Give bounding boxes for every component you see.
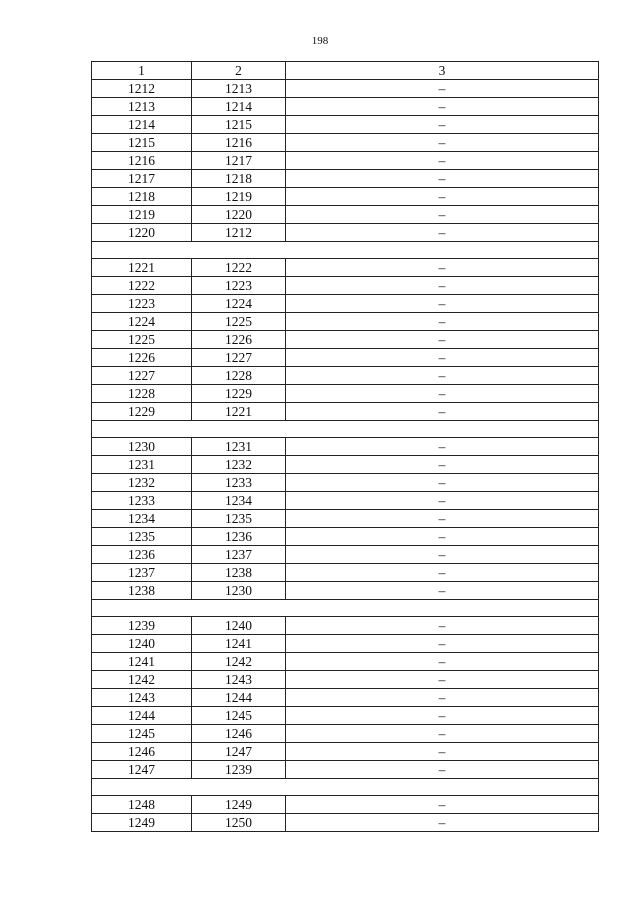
table-row: [92, 206, 599, 224]
table-cell-col-3: –: [286, 224, 599, 242]
table-cell-col-1: 1229: [92, 403, 192, 421]
table-cell-col-3: –: [286, 367, 599, 385]
table-cell-col-2: 1249: [192, 796, 286, 814]
table-cell-col-2: 1244: [192, 689, 286, 707]
table-cell-col-2: 1245: [192, 707, 286, 725]
separator-cell: [92, 600, 599, 617]
header-cell-3: 3: [286, 62, 599, 80]
table-cell-col-3: –: [286, 277, 599, 295]
table-cell-col-3: –: [286, 456, 599, 474]
table-cell-col-2: 1228: [192, 367, 286, 385]
table-cell-col-2: 1230: [192, 582, 286, 600]
table-cell-col-1: 1218: [92, 188, 192, 206]
table-cell-col-3: –: [286, 188, 599, 206]
table-row: [92, 331, 599, 349]
table-cell-col-1: 1232: [92, 474, 192, 492]
table-cell-col-1: 1238: [92, 582, 192, 600]
table-cell-col-2: 1222: [192, 259, 286, 277]
table-cell-col-1: 1225: [92, 331, 192, 349]
table-cell-col-2: 1233: [192, 474, 286, 492]
table-cell-col-3: –: [286, 170, 599, 188]
table-cell-col-1: 1241: [92, 653, 192, 671]
table-cell-col-3: –: [286, 313, 599, 331]
separator-cell: [92, 242, 599, 259]
table-row: [92, 617, 599, 635]
table-cell-col-1: 1215: [92, 134, 192, 152]
table-cell-col-3: –: [286, 98, 599, 116]
table-cell-col-2: 1216: [192, 134, 286, 152]
group-separator-row: [92, 421, 599, 438]
table-cell-col-3: –: [286, 510, 599, 528]
table-cell-col-3: –: [286, 152, 599, 170]
table-cell-col-1: 1216: [92, 152, 192, 170]
data-table: [91, 61, 599, 832]
table-row: [92, 170, 599, 188]
table-cell-col-1: 1227: [92, 367, 192, 385]
table-cell-col-2: 1242: [192, 653, 286, 671]
table-cell-col-1: 1223: [92, 295, 192, 313]
table-row: [92, 546, 599, 564]
table-row: [92, 349, 599, 367]
table-row: [92, 689, 599, 707]
table-cell-col-1: 1231: [92, 456, 192, 474]
table-row: [92, 707, 599, 725]
table-cell-col-1: 1226: [92, 349, 192, 367]
table-cell-col-1: 1244: [92, 707, 192, 725]
table-cell-col-2: 1238: [192, 564, 286, 582]
table-cell-col-3: –: [286, 385, 599, 403]
table-cell-col-2: 1215: [192, 116, 286, 134]
table-cell-col-2: 1239: [192, 761, 286, 779]
table-cell-col-2: 1236: [192, 528, 286, 546]
table-row: [92, 743, 599, 761]
table-cell-col-1: 1220: [92, 224, 192, 242]
table-cell-col-3: –: [286, 492, 599, 510]
table-row: [92, 259, 599, 277]
table-row: [92, 582, 599, 600]
table-row: [92, 564, 599, 582]
group-separator-row: [92, 779, 599, 796]
table-row: [92, 671, 599, 689]
table-cell-col-2: 1212: [192, 224, 286, 242]
table-cell-col-3: –: [286, 617, 599, 635]
table-row: [92, 796, 599, 814]
table-cell-col-2: 1243: [192, 671, 286, 689]
table-cell-col-1: 1247: [92, 761, 192, 779]
table-cell-col-1: 1246: [92, 743, 192, 761]
table-cell-col-1: 1248: [92, 796, 192, 814]
table-cell-col-1: 1249: [92, 814, 192, 832]
table-row: [92, 528, 599, 546]
table-row: [92, 814, 599, 832]
table-cell-col-2: 1214: [192, 98, 286, 116]
table-cell-col-3: –: [286, 582, 599, 600]
table-cell-col-3: –: [286, 295, 599, 313]
table-cell-col-3: –: [286, 707, 599, 725]
table-cell-col-1: 1224: [92, 313, 192, 331]
table-cell-col-1: 1239: [92, 617, 192, 635]
table-cell-col-2: 1224: [192, 295, 286, 313]
table-row: [92, 295, 599, 313]
table-cell-col-2: 1247: [192, 743, 286, 761]
table-cell-col-1: 1214: [92, 116, 192, 134]
table-row: [92, 98, 599, 116]
table-cell-col-3: –: [286, 438, 599, 456]
table-cell-col-3: –: [286, 814, 599, 832]
table-cell-col-2: 1226: [192, 331, 286, 349]
header-row: [92, 62, 599, 80]
table-cell-col-1: 1213: [92, 98, 192, 116]
table-row: [92, 367, 599, 385]
group-separator-row: [92, 600, 599, 617]
table-cell-col-1: 1222: [92, 277, 192, 295]
table-cell-col-3: –: [286, 349, 599, 367]
table-cell-col-3: –: [286, 403, 599, 421]
table-cell-col-1: 1219: [92, 206, 192, 224]
separator-cell: [92, 421, 599, 438]
table-cell-col-2: 1231: [192, 438, 286, 456]
table-cell-col-3: –: [286, 474, 599, 492]
table-body: [92, 62, 599, 832]
table-cell-col-2: 1246: [192, 725, 286, 743]
table-row: [92, 510, 599, 528]
table-cell-col-2: 1221: [192, 403, 286, 421]
table-cell-col-2: 1237: [192, 546, 286, 564]
table-cell-col-2: 1232: [192, 456, 286, 474]
page-number: 198: [311, 35, 329, 47]
table-row: [92, 188, 599, 206]
table-row: [92, 403, 599, 421]
table-cell-col-3: –: [286, 743, 599, 761]
separator-cell: [92, 779, 599, 796]
table-cell-col-1: 1228: [92, 385, 192, 403]
table-cell-col-1: 1233: [92, 492, 192, 510]
table-row: [92, 385, 599, 403]
table-cell-col-3: –: [286, 331, 599, 349]
table-cell-col-1: 1240: [92, 635, 192, 653]
table-cell-col-2: 1241: [192, 635, 286, 653]
table-cell-col-3: –: [286, 80, 599, 98]
table-cell-col-3: –: [286, 671, 599, 689]
table-cell-col-1: 1242: [92, 671, 192, 689]
table-row: [92, 492, 599, 510]
header-cell-1: 1: [92, 62, 192, 80]
table-cell-col-3: –: [286, 259, 599, 277]
table-row: [92, 725, 599, 743]
table-cell-col-2: 1240: [192, 617, 286, 635]
table-row: [92, 152, 599, 170]
table-row: [92, 456, 599, 474]
table-cell-col-2: 1235: [192, 510, 286, 528]
table-cell-col-2: 1234: [192, 492, 286, 510]
table-cell-col-1: 1235: [92, 528, 192, 546]
table-row: [92, 474, 599, 492]
table-cell-col-3: –: [286, 689, 599, 707]
table-cell-col-2: 1219: [192, 188, 286, 206]
table-cell-col-2: 1220: [192, 206, 286, 224]
table-cell-col-1: 1234: [92, 510, 192, 528]
table-row: [92, 224, 599, 242]
table-cell-col-1: 1245: [92, 725, 192, 743]
group-separator-row: [92, 242, 599, 259]
table-cell-col-1: 1221: [92, 259, 192, 277]
table-row: [92, 761, 599, 779]
table-cell-col-1: 1237: [92, 564, 192, 582]
table-row: [92, 438, 599, 456]
table-cell-col-2: 1229: [192, 385, 286, 403]
table-row: [92, 134, 599, 152]
table-cell-col-3: –: [286, 546, 599, 564]
table-cell-col-2: 1218: [192, 170, 286, 188]
table-row: [92, 80, 599, 98]
table-cell-col-2: 1225: [192, 313, 286, 331]
table-cell-col-3: –: [286, 116, 599, 134]
table-cell-col-1: 1217: [92, 170, 192, 188]
table-cell-col-2: 1227: [192, 349, 286, 367]
table-cell-col-1: 1212: [92, 80, 192, 98]
table-cell-col-2: 1250: [192, 814, 286, 832]
table-cell-col-1: 1236: [92, 546, 192, 564]
table-cell-col-3: –: [286, 653, 599, 671]
table-cell-col-2: 1223: [192, 277, 286, 295]
table-cell-col-3: –: [286, 564, 599, 582]
table-row: [92, 635, 599, 653]
table-cell-col-3: –: [286, 134, 599, 152]
table-cell-col-3: –: [286, 528, 599, 546]
table-cell-col-3: –: [286, 796, 599, 814]
table-cell-col-3: –: [286, 635, 599, 653]
table-cell-col-3: –: [286, 206, 599, 224]
table-cell-col-3: –: [286, 725, 599, 743]
table-cell-col-3: –: [286, 761, 599, 779]
header-cell-2: 2: [192, 62, 286, 80]
table-cell-col-1: 1243: [92, 689, 192, 707]
table-cell-col-2: 1213: [192, 80, 286, 98]
table-row: [92, 313, 599, 331]
table-cell-col-2: 1217: [192, 152, 286, 170]
table-row: [92, 116, 599, 134]
table-row: [92, 277, 599, 295]
table-cell-col-1: 1230: [92, 438, 192, 456]
table-row: [92, 653, 599, 671]
